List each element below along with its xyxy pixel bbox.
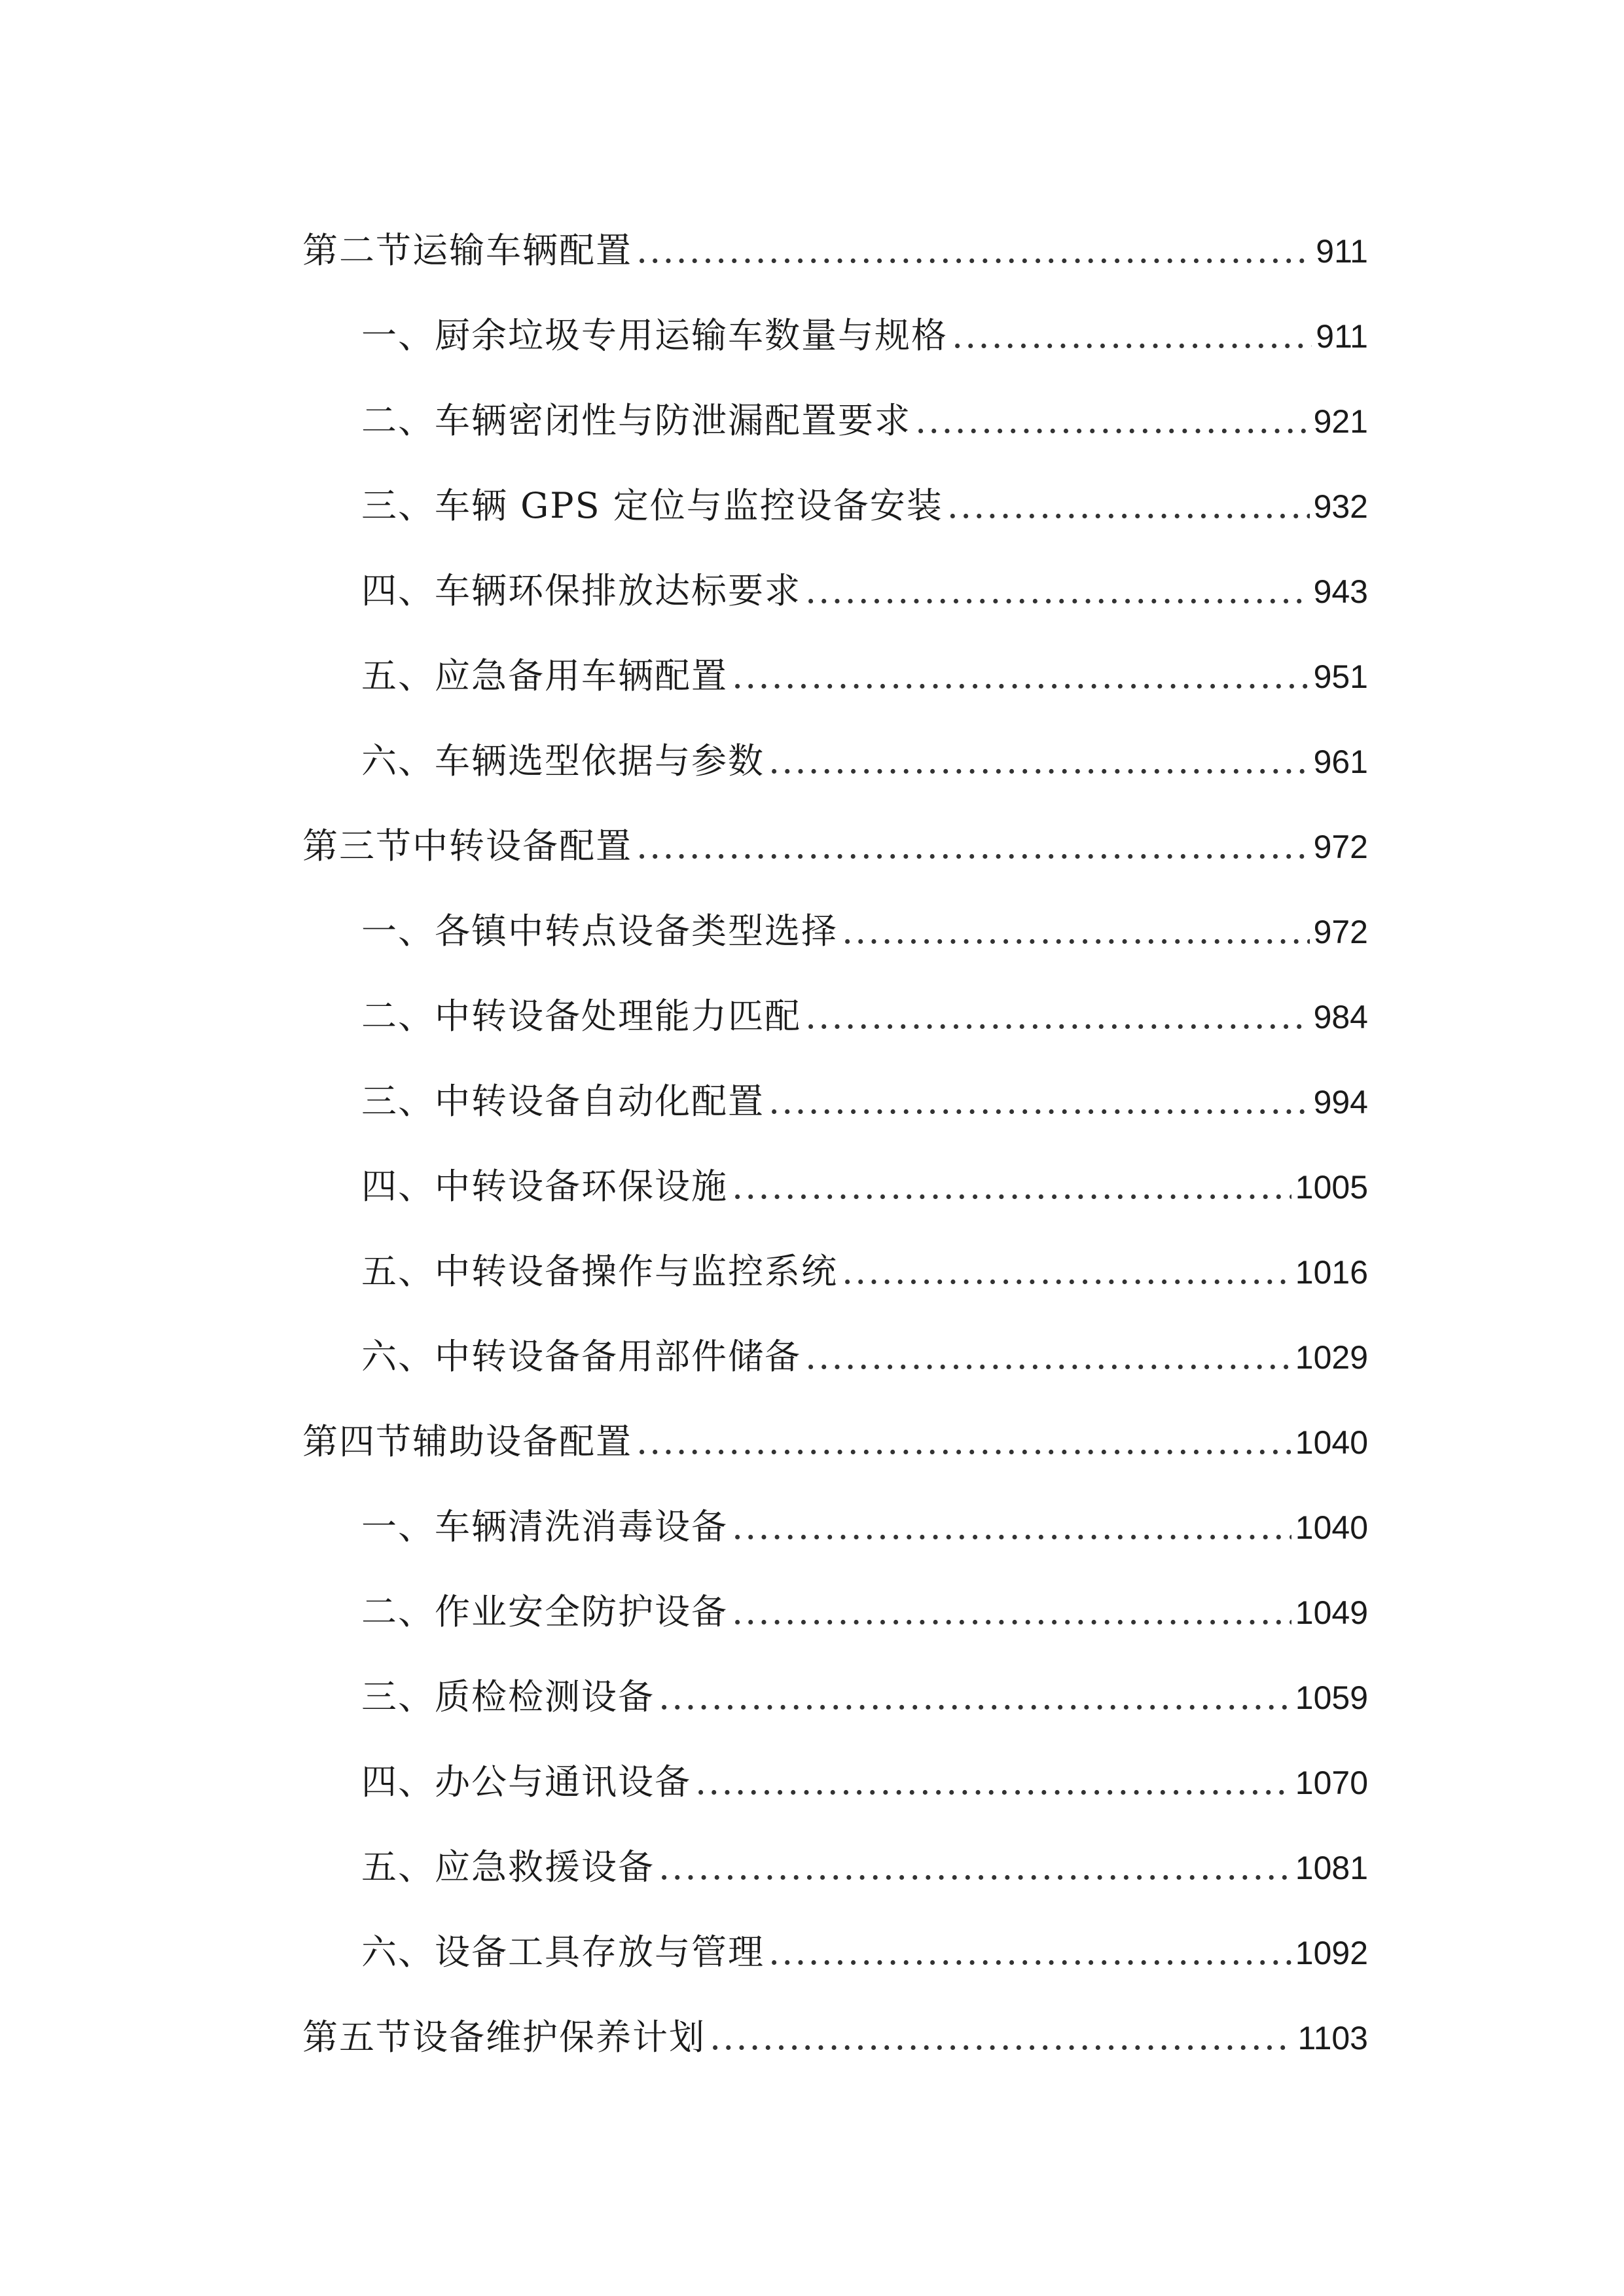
- toc-entry[interactable]: [302, 1399, 1368, 1484]
- toc-entry[interactable]: [302, 463, 1368, 548]
- toc-entry-title: 一、各镇中转点设备类型选择: [361, 910, 838, 952]
- toc-entry-page: 984: [1313, 999, 1368, 1035]
- toc-entry-page: 961: [1313, 744, 1368, 780]
- toc-entry-title: 第二节运输车辆配置: [302, 230, 632, 271]
- toc-entry-title: 第三节中转设备配置: [302, 825, 632, 867]
- toc-entry[interactable]: [302, 1995, 1368, 2080]
- toc-entry-title: 二、车辆密闭性与防泄漏配置要求: [361, 400, 911, 441]
- toc-entry-page: 1029: [1295, 1339, 1368, 1376]
- toc-dot-leader: [915, 378, 1310, 463]
- toc-entry[interactable]: [302, 1314, 1368, 1399]
- toc-entry-title: 三、中转设备自动化配置: [361, 1081, 765, 1122]
- toc-entry-title: 二、中转设备处理能力匹配: [361, 996, 801, 1037]
- toc-entry-page: 951: [1313, 658, 1368, 695]
- toc-dot-leader: [659, 1825, 1291, 1910]
- toc-dot-leader: [695, 1740, 1291, 1825]
- toc-entry[interactable]: [302, 1229, 1368, 1314]
- toc-dot-leader: [947, 463, 1310, 548]
- toc-dot-leader: [710, 1995, 1293, 2080]
- toc-entry[interactable]: [302, 1570, 1368, 1655]
- toc-dot-leader: [768, 1059, 1310, 1144]
- toc-dot-leader: [636, 208, 1312, 293]
- toc-entry-page: 1005: [1295, 1169, 1368, 1206]
- toc-dot-leader: [636, 804, 1310, 889]
- toc-dot-leader: [732, 634, 1310, 719]
- toc-entry-page: 911: [1316, 318, 1368, 355]
- toc-entry[interactable]: [302, 1740, 1368, 1825]
- toc-entry[interactable]: [302, 1484, 1368, 1570]
- toc-entry-title: 六、设备工具存放与管理: [361, 1931, 765, 1973]
- toc-entry[interactable]: [302, 293, 1368, 378]
- toc-dot-leader: [659, 1655, 1291, 1740]
- toc-entry-page: 1081: [1295, 1850, 1368, 1886]
- toc-entry-page: 994: [1313, 1084, 1368, 1121]
- toc-dot-leader: [768, 1910, 1291, 1995]
- toc-entry-title: 三、质检检测设备: [361, 1676, 655, 1717]
- toc-entry-page: 943: [1313, 573, 1368, 610]
- toc-entry-page: 1016: [1295, 1254, 1368, 1291]
- toc-entry[interactable]: [302, 1825, 1368, 1910]
- table-of-contents: [302, 208, 1368, 2080]
- toc-dot-leader: [842, 889, 1310, 974]
- toc-entry-title: 五、应急备用车辆配置: [361, 655, 728, 696]
- toc-entry-title: 六、车辆选型依据与参数: [361, 740, 765, 781]
- toc-dot-leader: [768, 719, 1310, 804]
- toc-entry[interactable]: [302, 719, 1368, 804]
- toc-entry[interactable]: [302, 804, 1368, 889]
- toc-entry-title: 四、办公与通讯设备: [361, 1761, 691, 1803]
- toc-entry-page: 1040: [1295, 1509, 1368, 1546]
- toc-entry-title: 第四节辅助设备配置: [302, 1421, 632, 1462]
- toc-entry-title: 五、应急救援设备: [361, 1846, 655, 1888]
- toc-dot-leader: [952, 293, 1312, 378]
- toc-dot-leader: [732, 1484, 1291, 1570]
- toc-dot-leader: [805, 1314, 1291, 1399]
- toc-entry-title: 一、车辆清洗消毒设备: [361, 1506, 728, 1547]
- toc-entry-title: 三、车辆 GPS 定位与监控设备安装: [361, 485, 943, 526]
- toc-dot-leader: [805, 974, 1310, 1059]
- toc-entry-title: 六、中转设备备用部件储备: [361, 1336, 801, 1377]
- toc-dot-leader: [842, 1229, 1291, 1314]
- toc-entry[interactable]: [302, 634, 1368, 719]
- toc-entry[interactable]: [302, 378, 1368, 463]
- toc-entry-page: 932: [1313, 488, 1368, 525]
- toc-entry-title: 五、中转设备操作与监控系统: [361, 1251, 838, 1292]
- toc-entry-title: 一、厨余垃圾专用运输车数量与规格: [361, 315, 948, 356]
- toc-entry[interactable]: [302, 1655, 1368, 1740]
- toc-entry[interactable]: [302, 548, 1368, 634]
- toc-entry[interactable]: [302, 1910, 1368, 1995]
- toc-entry-page: 1059: [1295, 1679, 1368, 1716]
- toc-entry-page: 1049: [1295, 1594, 1368, 1631]
- toc-dot-leader: [732, 1144, 1291, 1229]
- toc-entry-page: 972: [1313, 829, 1368, 865]
- toc-dot-leader: [732, 1570, 1291, 1655]
- toc-entry-page: 1092: [1295, 1935, 1368, 1971]
- toc-entry[interactable]: [302, 1059, 1368, 1144]
- toc-entry-page: 1040: [1295, 1424, 1368, 1461]
- toc-entry-title: 第五节设备维护保养计划: [302, 2017, 706, 2058]
- toc-entry[interactable]: [302, 889, 1368, 974]
- toc-entry[interactable]: [302, 1144, 1368, 1229]
- toc-entry-page: 921: [1313, 403, 1368, 440]
- toc-entry-page: 1070: [1295, 1765, 1368, 1801]
- toc-entry-title: 二、作业安全防护设备: [361, 1591, 728, 1632]
- toc-dot-leader: [805, 548, 1310, 634]
- toc-entry[interactable]: [302, 208, 1368, 293]
- toc-entry[interactable]: [302, 974, 1368, 1059]
- toc-entry-page: 911: [1316, 233, 1368, 270]
- toc-dot-leader: [636, 1399, 1291, 1484]
- toc-entry-page: 1103: [1297, 2020, 1368, 2056]
- toc-entry-title: 四、车辆环保排放达标要求: [361, 570, 801, 611]
- toc-entry-title: 四、中转设备环保设施: [361, 1166, 728, 1207]
- toc-entry-page: 972: [1313, 914, 1368, 950]
